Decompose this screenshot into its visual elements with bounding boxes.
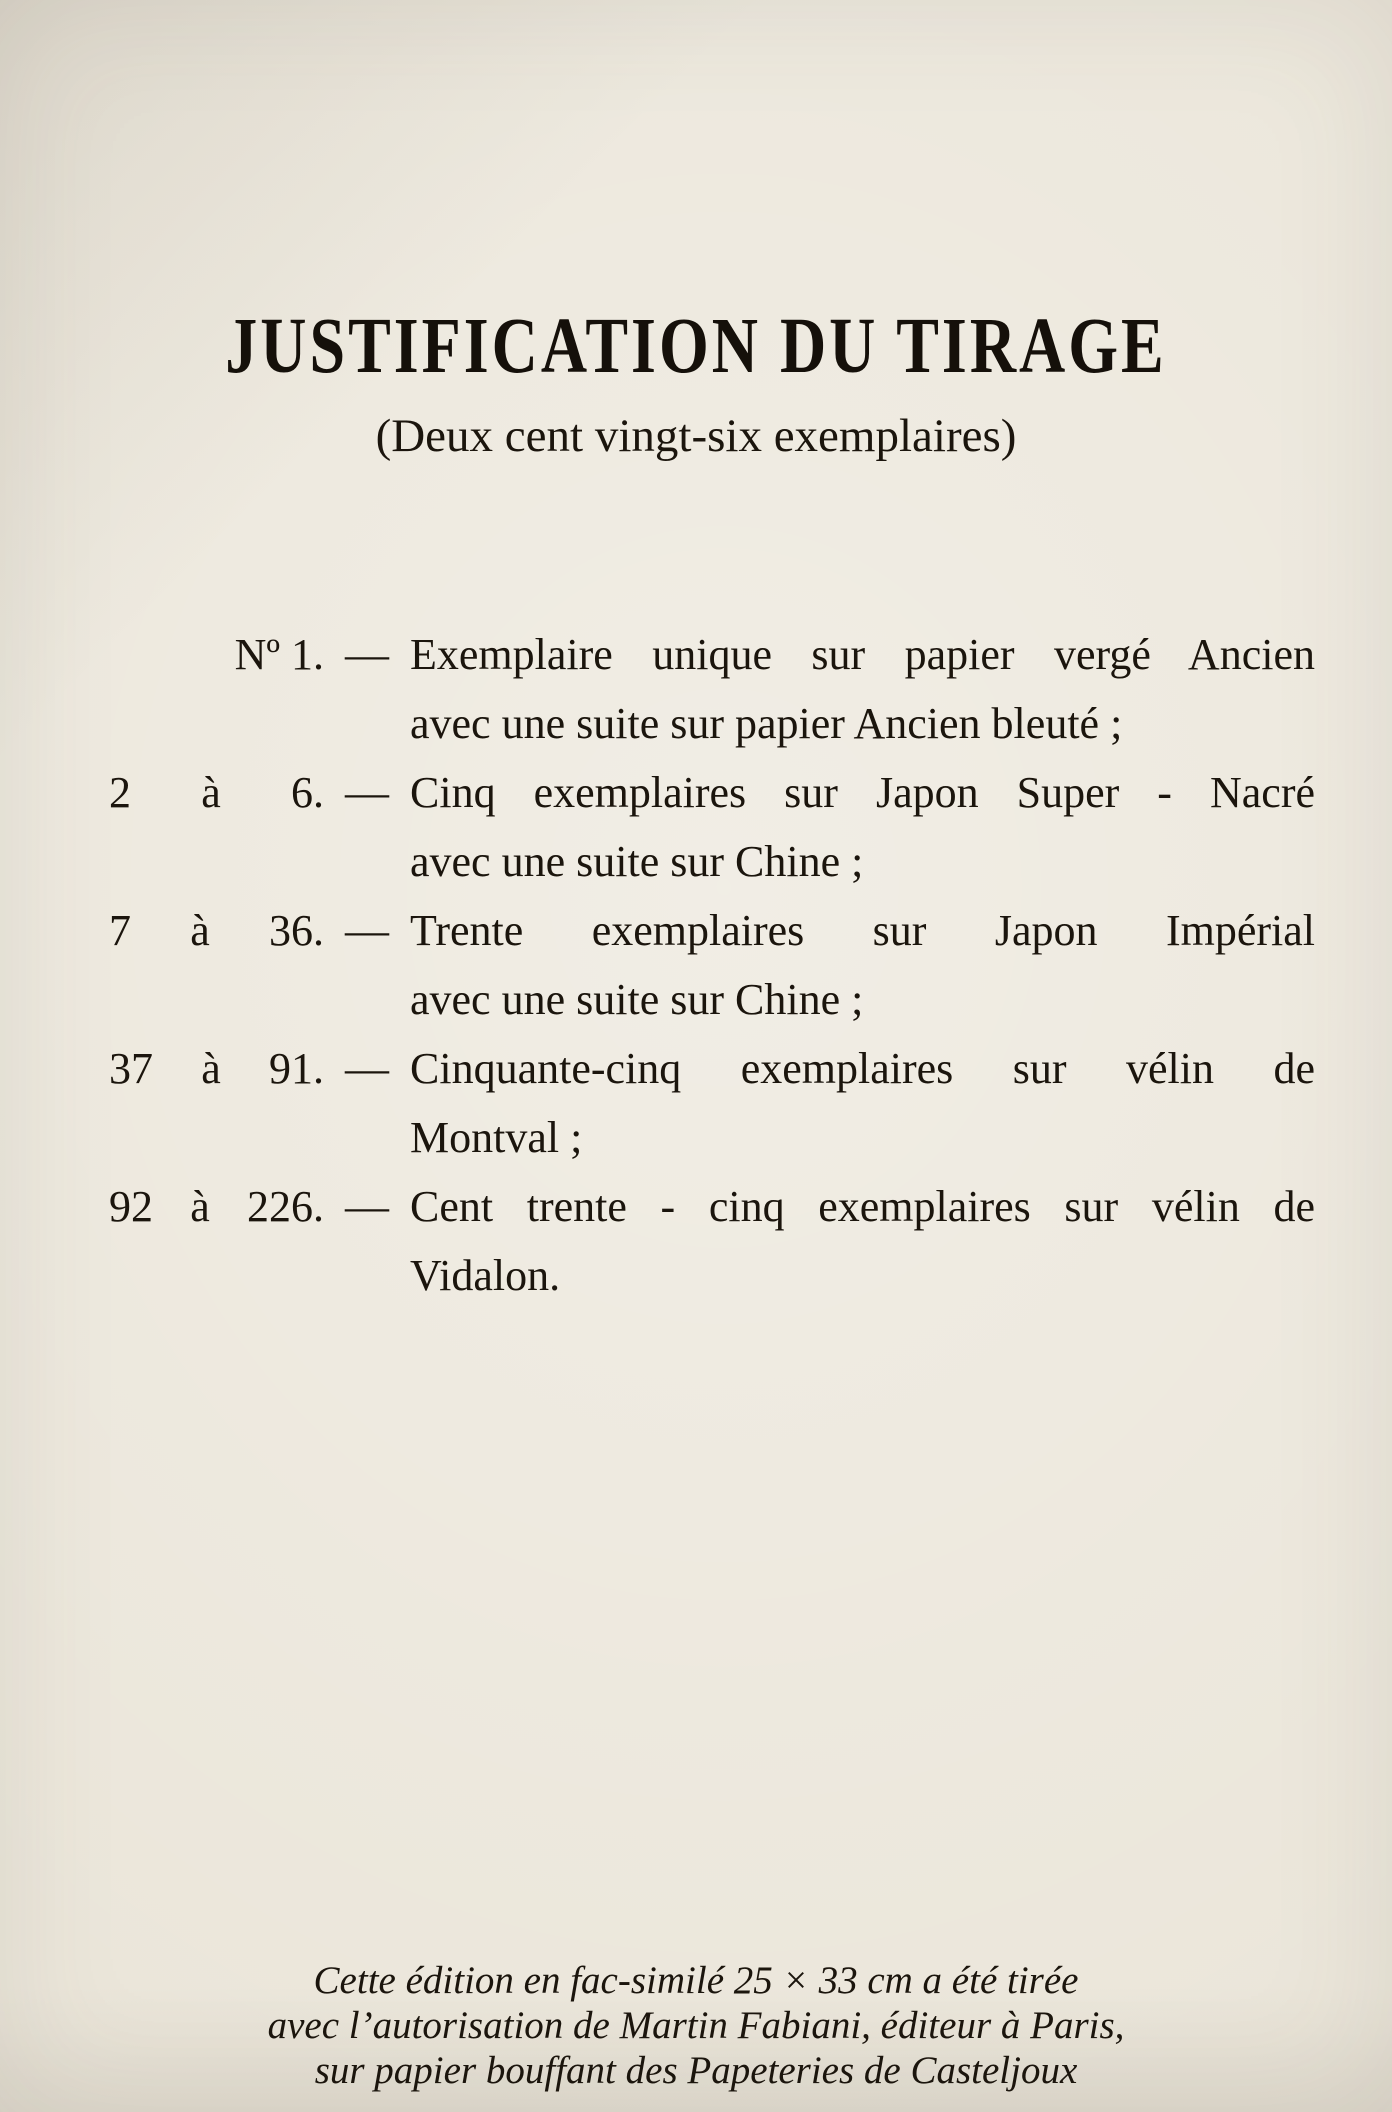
entry-description (410, 620, 1315, 758)
entry-line: Cinquante-cinq exemplaires sur vélin de (410, 1044, 1315, 1093)
edition-list (109, 620, 1315, 1310)
entry-line: Cinq exemplaires sur Japon Super - Nacré (410, 768, 1315, 817)
em-dash: — (345, 906, 389, 955)
entry-line: avec une suite sur papier Ancien bleuté ; (410, 699, 1123, 748)
entry-number-range: 7 à 36. (109, 906, 324, 955)
entry-line: Cent trente - cinq exemplaires sur vélin de (410, 1182, 1315, 1231)
entry-number-range: 92 à 226. (109, 1182, 324, 1231)
list-item (109, 1034, 1315, 1172)
colophon-line: avec l’autorisation de Martin Fabiani, éditeur à Paris, (267, 2004, 1125, 2047)
entry-line: avec une suite sur Chine ; (410, 975, 864, 1024)
entry-line: Exemplaire unique sur papier vergé Ancien (410, 630, 1315, 679)
entry-description (410, 1034, 1315, 1172)
page-title (0, 301, 1392, 397)
entry-description (410, 1172, 1315, 1310)
list-item (109, 758, 1315, 896)
em-dash: — (345, 768, 389, 817)
entry-number-range: Nº 1. (234, 630, 324, 679)
entry-line: Vidalon. (410, 1251, 561, 1300)
em-dash: — (345, 630, 389, 679)
entry-line: avec une suite sur Chine ; (410, 837, 864, 886)
list-item (109, 896, 1315, 1034)
entry-description (410, 758, 1315, 896)
entry-line: Trente exemplaires sur Japon Impérial (410, 906, 1315, 955)
page-subtitle: (Deux cent vingt-six exemplaires) (375, 410, 1017, 462)
entry-description (410, 896, 1315, 1034)
colophon-line: sur papier bouffant des Papeteries de Casteljoux (314, 2049, 1078, 2092)
list-item (109, 1172, 1315, 1310)
em-dash: — (345, 1044, 389, 1093)
entry-number-range: 37 à 91. (109, 1044, 324, 1093)
em-dash: — (345, 1182, 389, 1231)
page-title-text: JUSTIFICATION DU TIRAGE (225, 301, 1167, 390)
list-item (109, 620, 1315, 758)
entry-number-range: 2 à 6. (109, 768, 324, 817)
entry-line: Montval ; (410, 1113, 583, 1162)
colophon-line: Cette édition en fac-similé 25 × 33 cm a été tirée (313, 1959, 1079, 2002)
colophon (0, 1958, 1392, 2093)
